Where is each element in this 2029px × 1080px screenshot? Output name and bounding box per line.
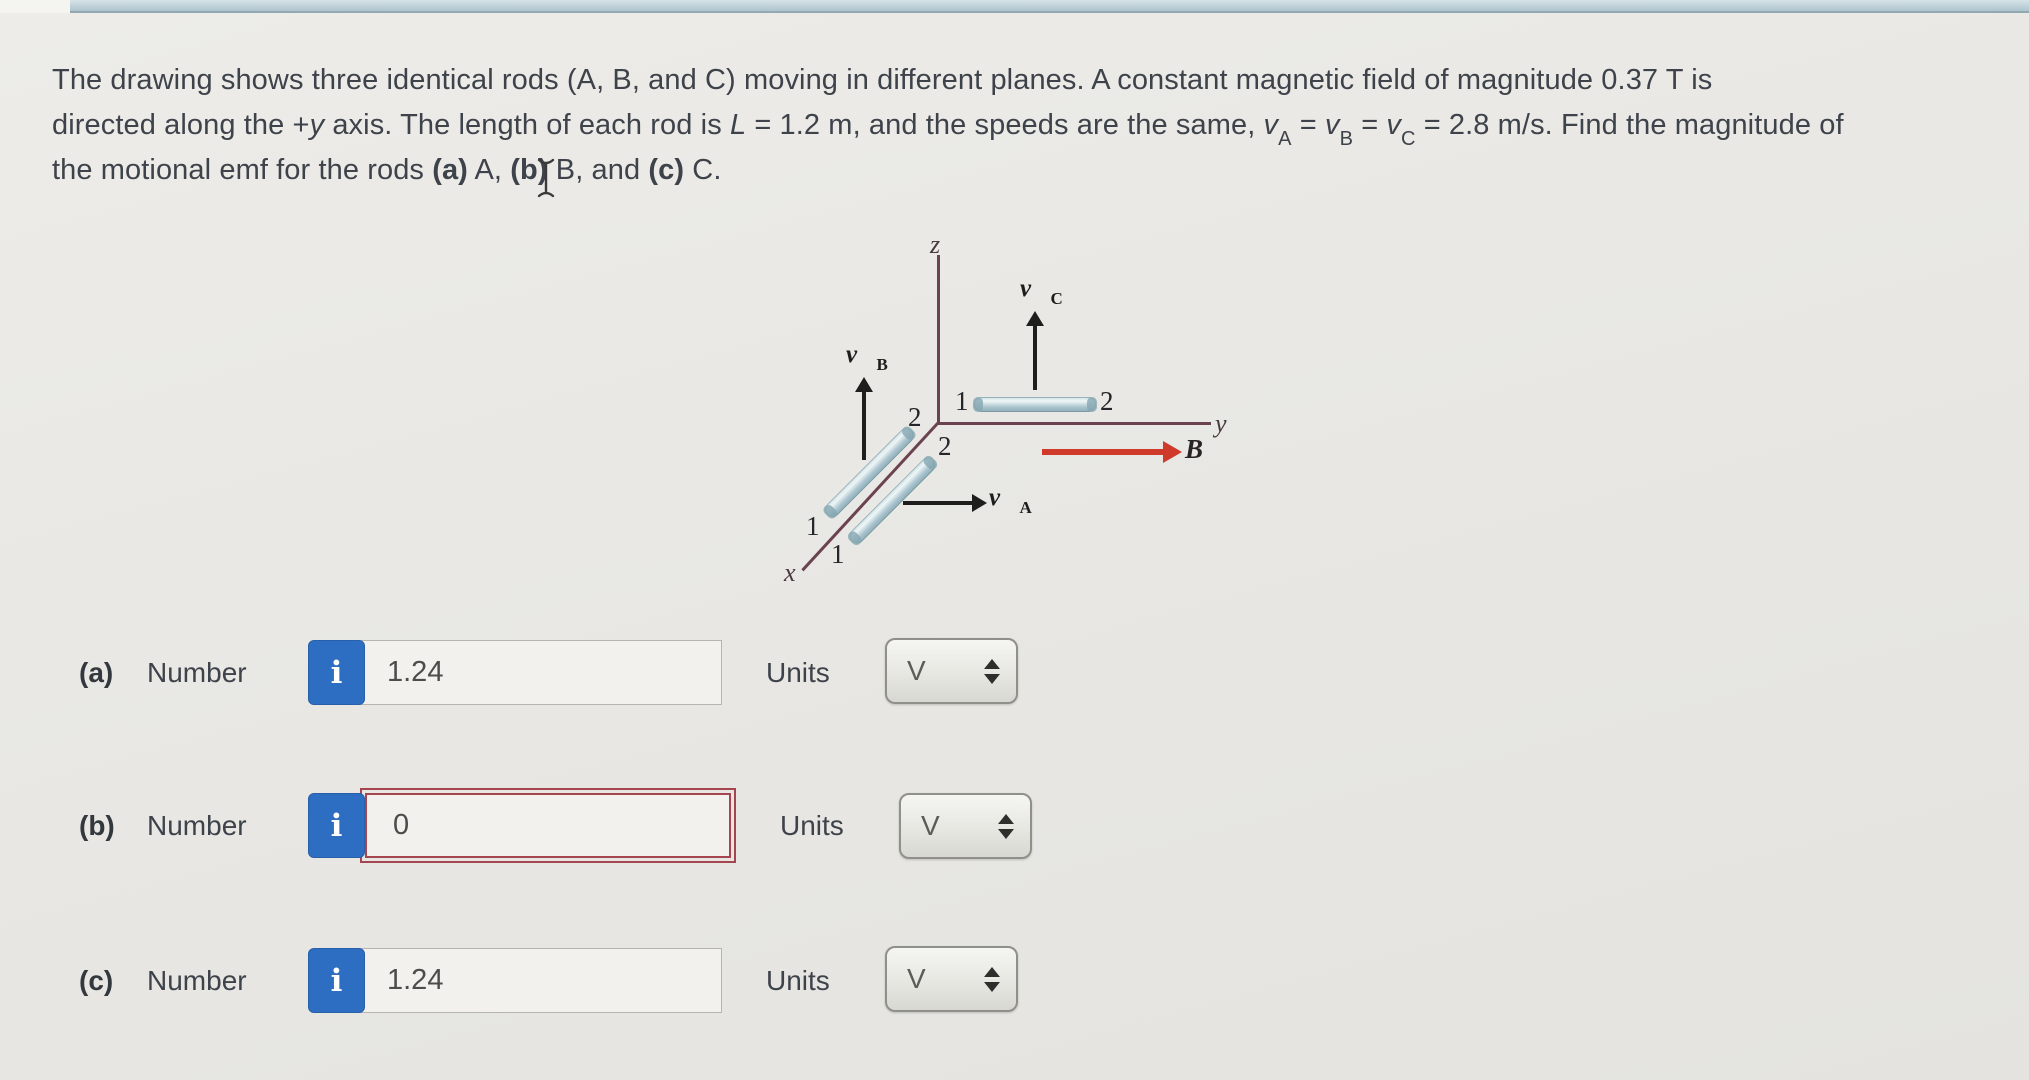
velocity-c-arrowhead <box>1026 311 1044 326</box>
info-icon: i <box>330 807 343 844</box>
selected-unit: V <box>921 810 940 841</box>
info-button[interactable] <box>308 640 365 705</box>
x-axis-line <box>802 422 939 571</box>
rod-c-end2-number: 2 <box>1100 386 1114 416</box>
number-label: Number <box>147 965 247 996</box>
rod-a-top-cap <box>921 454 939 472</box>
part-b-label: (b) <box>79 810 115 841</box>
select-spinner-icon <box>984 640 1000 702</box>
part-c-label: (c) <box>79 965 114 996</box>
y-axis-line <box>937 422 1211 425</box>
units-label: Units <box>766 657 830 688</box>
info-icon: i <box>330 962 343 999</box>
selected-unit: V <box>907 655 926 686</box>
problem-line-2: directed along the +y axis. The length of each rod is L = 1.2 m, and the speeds are the same, $v_A = v_B = v_C = 2.8$ m/s. Find the magnitude of <box>52 109 1844 150</box>
info-button[interactable] <box>308 948 365 1013</box>
magnetic-field-arrowhead <box>1163 441 1182 463</box>
problem-line-1: The drawing shows three identical rods (A, B, and C) moving in different planes. A constant magnetic field of magnitude 0.37 T is <box>52 64 1713 96</box>
rod-b <box>822 425 917 520</box>
number-input-wrap-error <box>360 788 736 863</box>
spinner-down-icon <box>984 982 1000 992</box>
x-axis-label: x <box>784 558 796 587</box>
velocity-b-arrow <box>862 390 866 460</box>
magnetic-field-arrow <box>1042 449 1164 455</box>
number-input-c[interactable] <box>360 948 722 1013</box>
spinner-down-icon <box>998 829 1014 839</box>
answer-row-a <box>60 640 1060 705</box>
y-axis-label: y <box>1215 409 1227 438</box>
answer-row-b <box>60 793 1060 858</box>
number-input-a[interactable] <box>360 640 722 705</box>
rod-b-bottom-cap <box>821 503 839 521</box>
spinner-up-icon <box>984 659 1000 669</box>
number-label: Number <box>147 657 247 688</box>
number-label: Number <box>147 810 247 841</box>
spinner-down-icon <box>984 674 1000 684</box>
problem-statement <box>52 58 2022 193</box>
select-spinner-icon <box>984 948 1000 1010</box>
answer-row-c <box>60 948 1060 1013</box>
select-spinner-icon <box>998 795 1014 857</box>
units-label: Units <box>766 965 830 996</box>
browser-edge-bar <box>70 0 2029 13</box>
rod-c-right-cap <box>1087 397 1097 412</box>
v-vector-symbol: v⃗ <box>989 484 1020 511</box>
v-vector-symbol: v⃗ <box>1020 275 1051 302</box>
problem-line-3: the motional emf for the rods (a) A, (b) B, and (c) C. <box>52 154 722 186</box>
rod-c <box>974 397 1096 412</box>
spinner-up-icon <box>984 967 1000 977</box>
units-label: Units <box>780 810 844 841</box>
number-input-b[interactable] <box>365 793 731 858</box>
velocity-a-label <box>989 485 1032 518</box>
top-bar-left-gap <box>0 0 70 13</box>
units-select-b[interactable] <box>899 793 1032 859</box>
magnetic-field-label: B⃗ <box>1185 434 1225 464</box>
v-b-subscript: B <box>876 355 888 374</box>
number-input-wrap <box>360 948 722 1013</box>
velocity-a-arrow <box>903 501 973 505</box>
rod-b-end2-number: 2 <box>908 402 922 432</box>
velocity-a-arrowhead <box>972 494 987 512</box>
rod-b-end1-number: 1 <box>806 511 820 541</box>
velocity-b-label <box>846 342 888 375</box>
rod-a-end2-number: 2 <box>938 431 952 461</box>
part-a-label: (a) <box>79 657 114 688</box>
units-select-c[interactable] <box>885 946 1018 1012</box>
selected-unit: V <box>907 963 926 994</box>
text-ibeam-cursor-icon <box>536 157 556 199</box>
v-c-subscript: C <box>1050 289 1063 308</box>
rod-c-end1-number: 1 <box>955 386 969 416</box>
problem-diagram <box>780 230 1270 610</box>
v-vector-symbol: v⃗ <box>846 341 877 368</box>
units-select-a[interactable] <box>885 638 1018 704</box>
velocity-b-arrowhead <box>855 377 873 392</box>
rod-c-left-cap <box>973 397 983 412</box>
velocity-c-label <box>1020 276 1063 309</box>
rod-a-end1-number: 1 <box>831 539 845 569</box>
v-a-subscript: A <box>1019 498 1032 517</box>
spinner-up-icon <box>998 814 1014 824</box>
velocity-c-arrow <box>1033 324 1037 390</box>
number-input-wrap <box>360 640 722 705</box>
info-button[interactable] <box>308 793 365 858</box>
info-icon: i <box>330 654 343 691</box>
z-axis-label: z <box>930 230 941 259</box>
rod-a-bottom-cap <box>846 529 864 547</box>
z-axis-line <box>937 255 940 423</box>
